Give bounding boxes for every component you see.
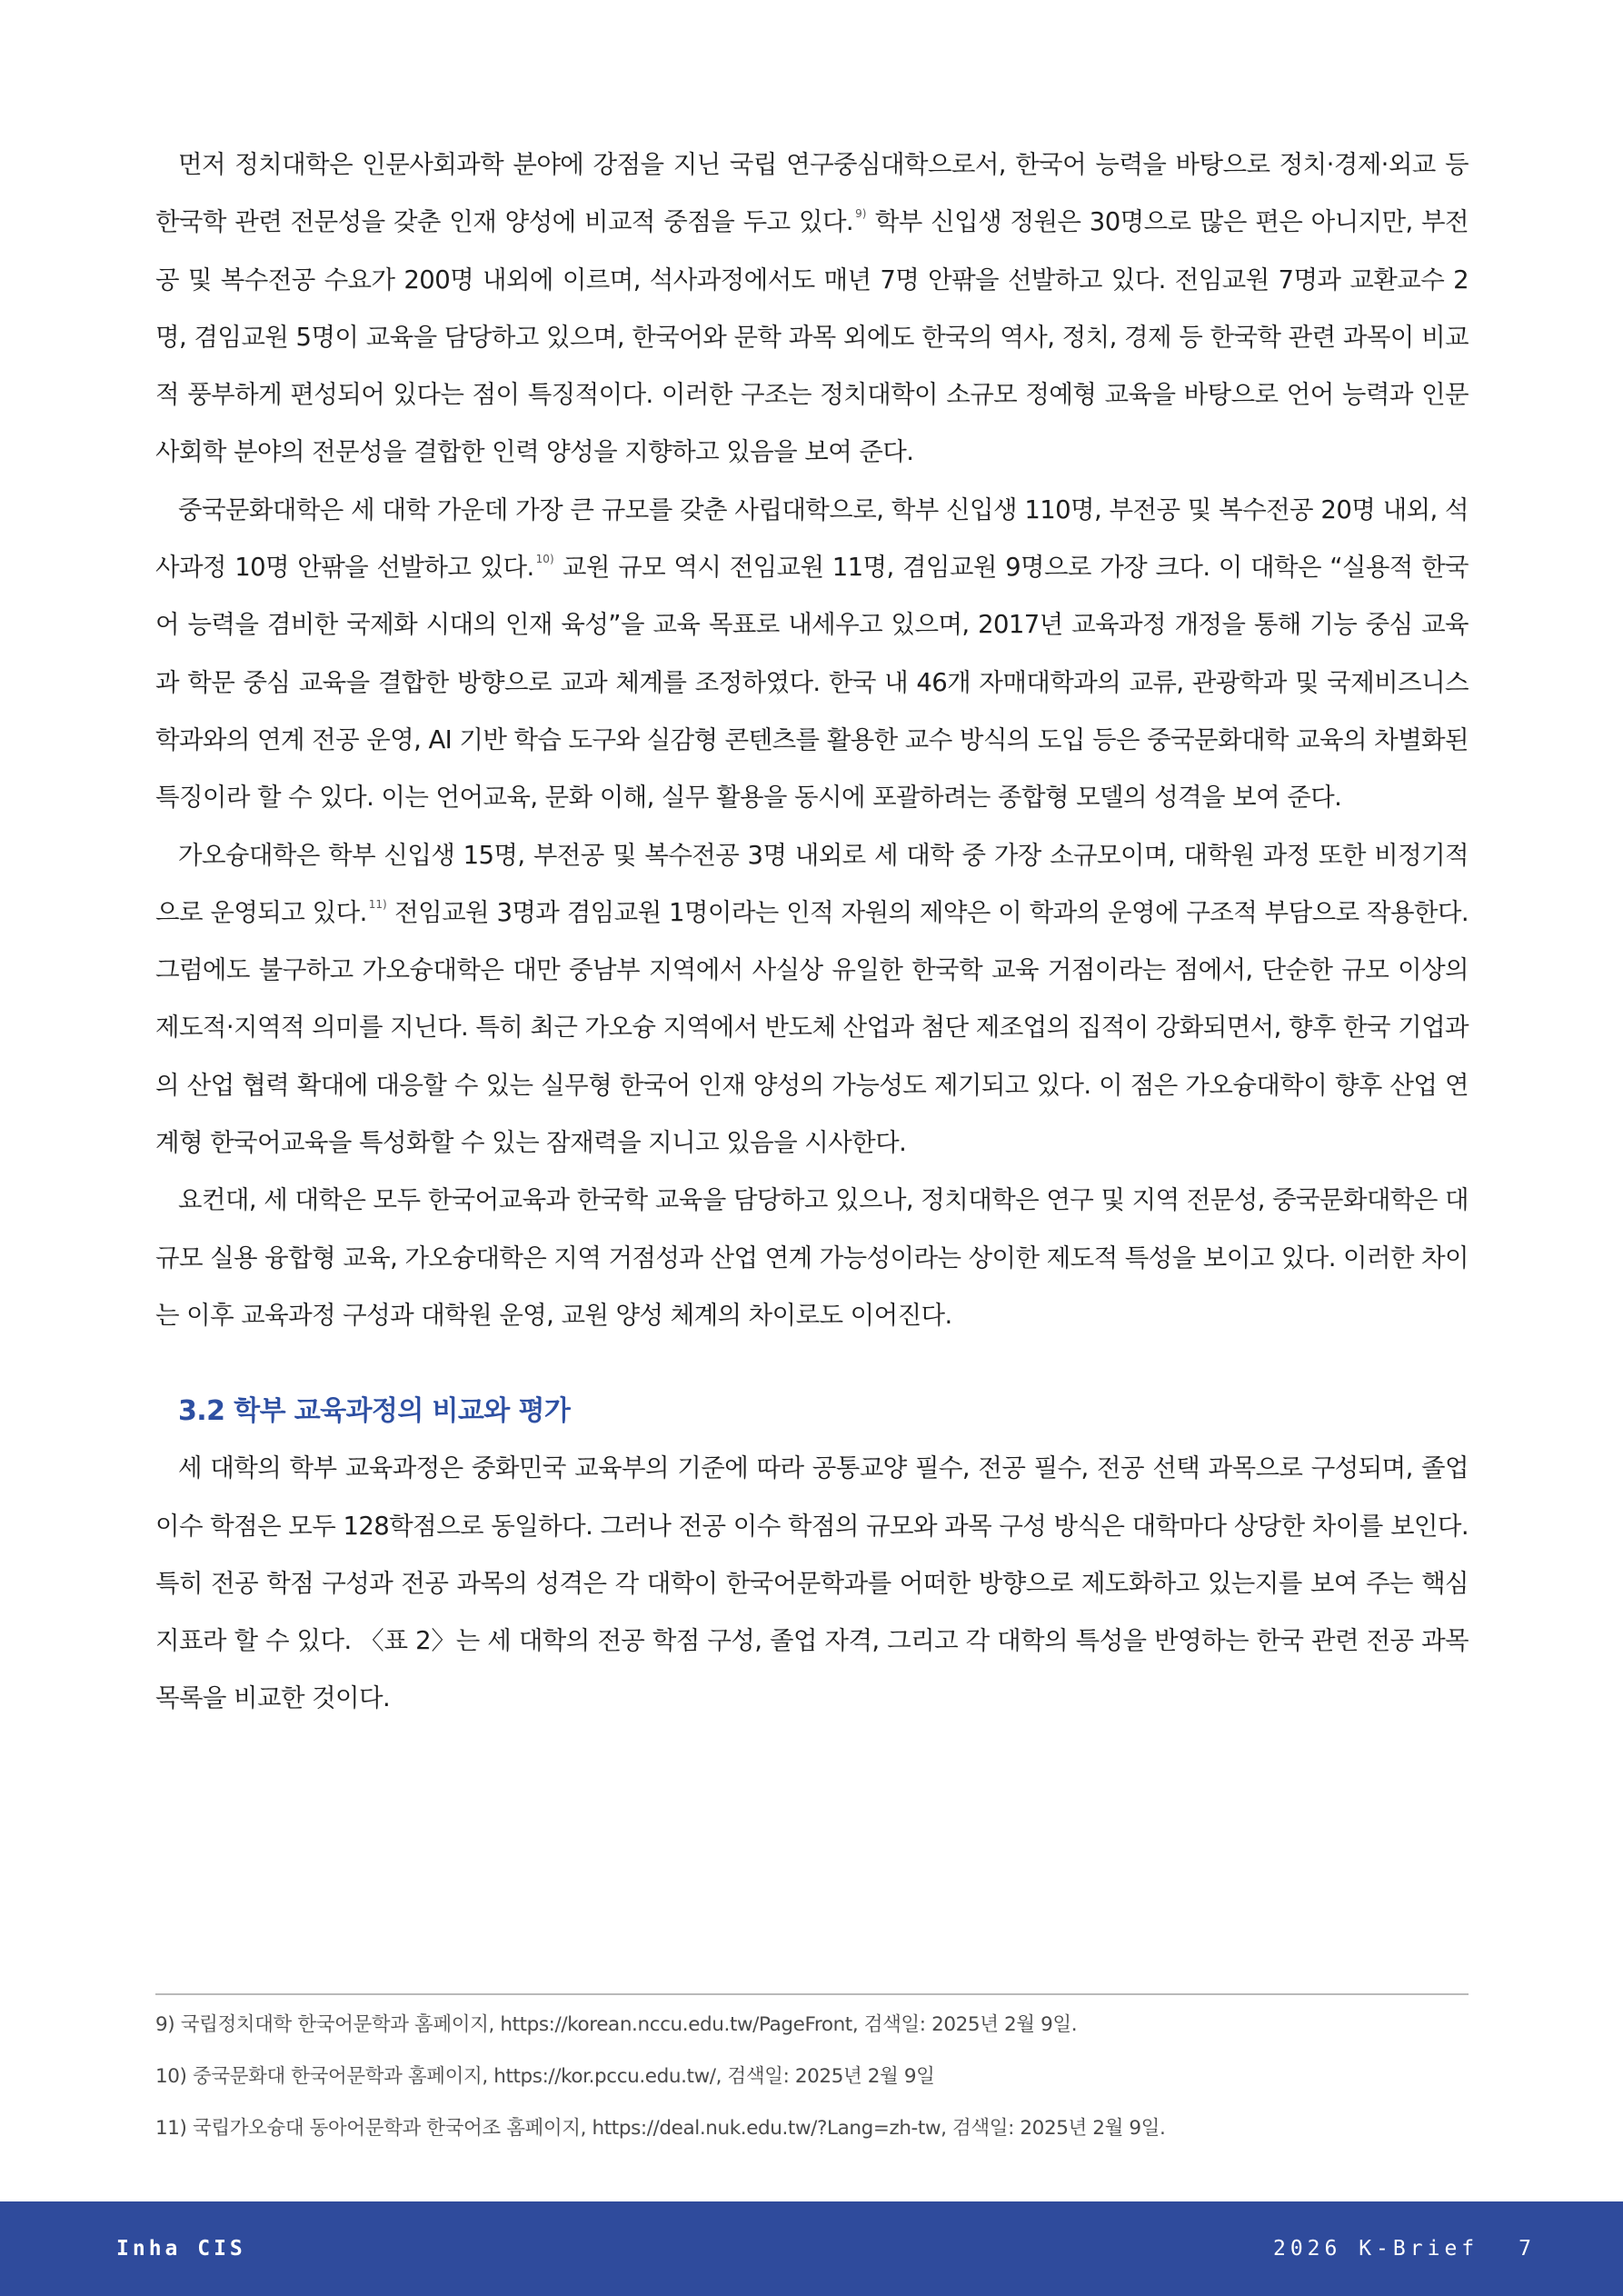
paragraph-nuk (155, 827, 1469, 1173)
footnote-11: 11) 국립가오슝대 동아어문학과 한국어조 홈페이지, https://deal.nuk.edu.tw/?Lang=zh-tw, 검색일: 2025년 2월 9일. (155, 2117, 1166, 2140)
footnotes (155, 1993, 1469, 2154)
main-content (155, 136, 1469, 1728)
section-heading: 3.2 학부 교육과정의 비교와 평가 (178, 1395, 571, 1428)
footnote-9: 9) 국립정치대학 한국어문학과 홈페이지, https://korean.nccu.edu.tw/PageFront, 검색일: 2025년 2월 9일. (155, 2013, 1078, 2036)
paragraph-curriculum: 세 대학의 학부 교육과정은 중화민국 교육부의 기준에 따라 공통교양 필수, 전공 필수, 전공 선택 과목으로 구성되며, 졸업 이수 학점은 모두 128학점으로 동일하다. 그러나 전공 이수 학점의 규모와 과목 구성 방식은 대학마다 상당한 차이를 보인다. 특히 전공 학점 구성과 전공 과목의 성격은 각 대학이 한국어문학과를 어떠한 방향으로 제도화하고 있는지를 보여 주는 핵심 지표라 할 수 있다. 〈표 2〉는 세 대학의 전공 학점 구성, 졸업 자격, 그리고 각 대학의 특성을 반영하는 한국 관련 전공 과목 목록을 비교한 것이다. (155, 1453, 1469, 1713)
footer-publication: 2026 K-Brief (1272, 2237, 1479, 2261)
paragraph-text: 가오슝대학은 학부 신입생 15명, 부전공 및 복수전공 3명 내외로 세 대학 중 가장 소규모이며, 대학원 과정 또한 비정기적으로 운영되고 있다. (155, 840, 1469, 927)
footer-brand: Inha CIS (116, 2237, 246, 2261)
paragraph-text-continued: 학부 신입생 정원은 30명으로 많은 편은 아니지만, 부전공 및 복수전공 수요가 200명 내외에 이르며, 석사과정에서도 매년 7명 안팎을 선발하고 있다. 전임교원 7명과 교환교수 2명, 겸임교원 5명이 교육을 담당하고 있으며, 한국어와 문학 과목 외에도 한국의 역사, 정치, 경제 등 한국학 관련 과목이 비교적 풍부하게 편성되어 있다는 점이 특징적이다. 이러한 구조는 정치대학이 소규모 정예형 교육을 바탕으로 언어 능력과 인문사회학 분야의 전문성을 결합한 인력 양성을 지향하고 있음을 보여 준다. (155, 207, 1469, 467)
footnote-ref-9[interactable]: 9) (855, 207, 867, 221)
page-number: 7 (1518, 2237, 1536, 2261)
footnote-ref-11[interactable]: 11) (368, 897, 387, 911)
paragraph-pccu (155, 482, 1469, 827)
paragraph-nccu (155, 136, 1469, 482)
page-footer (0, 2201, 1623, 2296)
paragraph-text-continued: 교원 규모 역시 전임교원 11명, 겸임교원 9명으로 가장 크다. 이 대학은 “실용적 한국어 능력을 겸비한 국제화 시대의 인재 육성”을 교육 목표로 내세우고 있으며, 2017년 교육과정 개정을 통해 기능 중심 교육과 학문 중심 교육을 결합한 방향으로 교과 체계를 조정하였다. 한국 내 46개 자매대학과의 교류, 관광학과 및 국제비즈니스학과와의 연계 전공 운영, AI 기반 학습 도구와 실감형 콘텐츠를 활용한 교수 방식의 도입 등은 중국문화대학 교육의 차별화된 특징이라 할 수 있다. 이는 언어교육, 문화 이해, 실무 활용을 동시에 포괄하려는 종합형 모델의 성격을 보여 준다. (155, 553, 1469, 813)
footnote-ref-10[interactable]: 10) (535, 553, 554, 566)
paragraph-text: 먼저 정치대학은 인문사회과학 분야에 강점을 지닌 국립 연구중심대학으로서, 한국어 능력을 바탕으로 정치·경제·외교 등 한국학 관련 전문성을 갖춘 인재 양성에 비교적 중점을 두고 있다. (155, 150, 1469, 237)
footer-right (1273, 2201, 1536, 2296)
footnote-10: 10) 중국문화대 한국어문학과 홈페이지, https://kor.pccu.edu.tw/, 검색일: 2025년 2월 9일 (155, 2065, 935, 2088)
paragraph-text-continued: 전임교원 3명과 겸임교원 1명이라는 인적 자원의 제약은 이 학과의 운영에 구조적 부담으로 작용한다. 그럼에도 불구하고 가오슝대학은 대만 중남부 지역에서 사실상 유일한 한국학 교육 거점이라는 점에서, 단순한 규모 이상의 제도적·지역적 의미를 지닌다. 특히 최근 가오슝 지역에서 반도체 산업과 첨단 제조업의 집적이 강화되면서, 향후 한국 기업과의 산업 협력 확대에 대응할 수 있는 실무형 한국어 인재 양성의 가능성도 제기되고 있다. 이 점은 가오슝대학이 향후 산업 연계형 한국어교육을 특성화할 수 있는 잠재력을 지니고 있음을 시사한다. (155, 897, 1469, 1158)
paragraph-summary: 요컨대, 세 대학은 모두 한국어교육과 한국학 교육을 담당하고 있으나, 정치대학은 연구 및 지역 전문성, 중국문화대학은 대규모 실용 융합형 교육, 가오슝대학은 지역 거점성과 산업 연계 가능성이라는 상이한 제도적 특성을 보이고 있다. 이러한 차이는 이후 교육과정 구성과 대학원 운영, 교원 양성 체계의 차이로도 이어진다. (155, 1185, 1469, 1330)
paragraph-text: 중국문화대학은 세 대학 가운데 가장 큰 규모를 갖춘 사립대학으로, 학부 신입생 110명, 부전공 및 복수전공 20명 내외, 석사과정 10명 안팎을 선발하고 있다. (155, 494, 1469, 583)
